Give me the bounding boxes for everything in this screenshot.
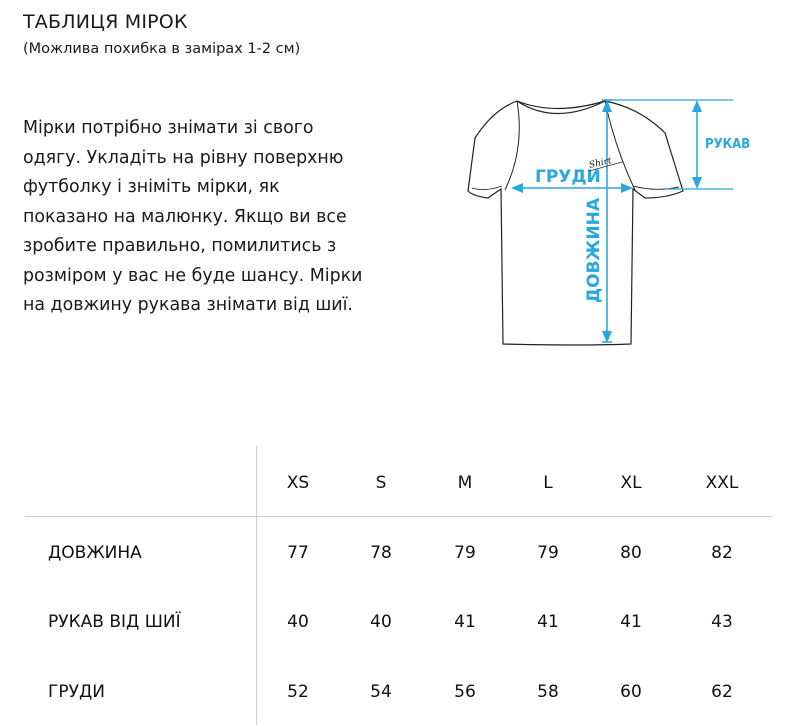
table-cell: 79 bbox=[454, 543, 476, 563]
table-cell: 79 bbox=[537, 543, 559, 563]
table-vertical-divider bbox=[256, 446, 257, 725]
table-cell: 60 bbox=[620, 682, 642, 702]
page-title: ТАБЛИЦЯ МІРОК bbox=[23, 11, 188, 33]
row-label-sleeve: РУКАВ ВІД ШИЇ bbox=[48, 612, 181, 632]
chest-label: ГРУДИ bbox=[535, 167, 601, 187]
table-cell: 41 bbox=[620, 612, 642, 632]
table-cell: 54 bbox=[370, 682, 392, 702]
length-label: ДОВЖИНА bbox=[584, 198, 604, 303]
table-cell: 58 bbox=[537, 682, 559, 702]
size-header-s: S bbox=[375, 473, 387, 493]
table-cell: 41 bbox=[454, 612, 476, 632]
table-cell: 80 bbox=[620, 543, 642, 563]
size-header-xs: XS bbox=[286, 473, 310, 493]
page-subtitle: (Можлива похибка в замірах 1-2 см) bbox=[23, 41, 301, 57]
table-cell: 82 bbox=[711, 543, 733, 563]
shirt-logo-text: Shirt bbox=[588, 156, 613, 171]
row-label-chest: ГРУДИ bbox=[48, 682, 105, 702]
sleeve-label: РУКАВ bbox=[705, 137, 751, 152]
table-cell: 62 bbox=[711, 682, 733, 702]
table-cell: 43 bbox=[711, 612, 733, 632]
table-cell: 56 bbox=[454, 682, 476, 702]
table-header-divider bbox=[25, 516, 773, 517]
table-cell: 40 bbox=[370, 612, 392, 632]
size-header-xxl: XXL bbox=[705, 473, 739, 493]
table-cell: 41 bbox=[537, 612, 559, 632]
size-header-l: L bbox=[543, 473, 553, 493]
table-cell: 52 bbox=[287, 682, 309, 702]
table-cell: 78 bbox=[370, 543, 392, 563]
measurement-instructions: Мірки потрібно знімати зі свого одягу. Укладіть на рівну поверхню футболку і зніміть мірки, як показано на малюнку. Якщо ви все зробите правильно, помилитись з розміром у вас не буде шансу. Мірки на довжину рукава знімати від шиї. bbox=[23, 118, 363, 315]
table-cell: 40 bbox=[287, 612, 309, 632]
size-header-xl: XL bbox=[620, 473, 642, 493]
table-cell: 77 bbox=[287, 543, 309, 563]
row-label-length: ДОВЖИНА bbox=[48, 543, 142, 563]
size-header-m: M bbox=[457, 473, 473, 493]
